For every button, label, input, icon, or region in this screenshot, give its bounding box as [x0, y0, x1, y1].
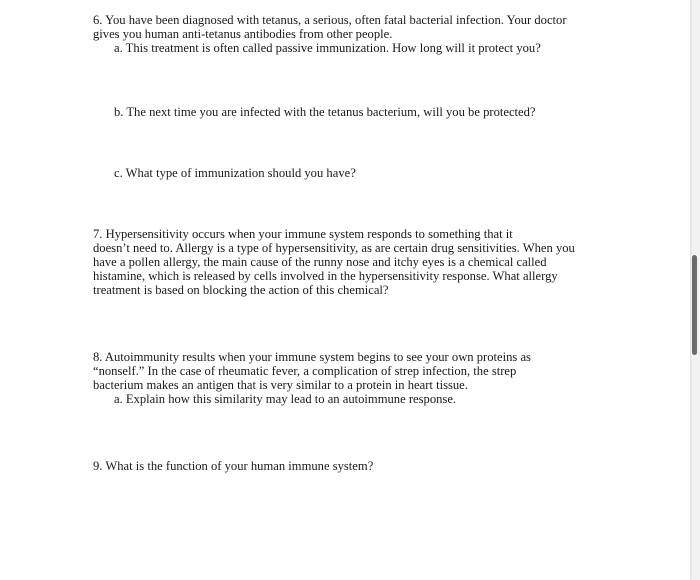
q7-line-2: doesn’t need to. Allergy is a type of hypersensitivity, as are certain drug sensitivities. When you — [93, 241, 575, 255]
q6-line-2: gives you human anti-tetanus antibodies from other people. — [93, 27, 393, 41]
q7-line-1: 7. Hypersensitivity occurs when your immune system responds to something that it — [93, 227, 513, 241]
q6-part-a: a. This treatment is often called passive immunization. How long will it protect you? — [114, 41, 541, 55]
q8-line-3: bacterium makes an antigen that is very similar to a protein in heart tissue. — [93, 378, 468, 392]
q7-line-3: have a pollen allergy, the main cause of the runny nose and itchy eyes is a chemical called — [93, 255, 547, 269]
q6-part-c: c. What type of immunization should you have? — [114, 166, 356, 180]
q8-part-a: a. Explain how this similarity may lead to an autoimmune response. — [114, 392, 457, 406]
q7-line-5: treatment is based on blocking the action of this chemical? — [93, 283, 389, 297]
q9-line-1: 9. What is the function of your human immune system? — [93, 459, 374, 473]
q6-part-b: b. The next time you are infected with the tetanus bacterium, will you be protected? — [114, 105, 536, 119]
q8-line-2: “nonself.” In the case of rheumatic fever, a complication of strep infection, the strep — [93, 364, 517, 378]
scrollbar-thumb[interactable] — [692, 255, 697, 355]
q6-line-1: 6. You have been diagnosed with tetanus, a serious, often fatal bacterial infection. Your doctor — [93, 13, 567, 27]
q8-line-1: 8. Autoimmunity results when your immune system begins to see your own proteins as — [93, 350, 531, 364]
q7-line-4: histamine, which is released by cells involved in the hypersensitivity response. What allergy — [93, 269, 558, 283]
